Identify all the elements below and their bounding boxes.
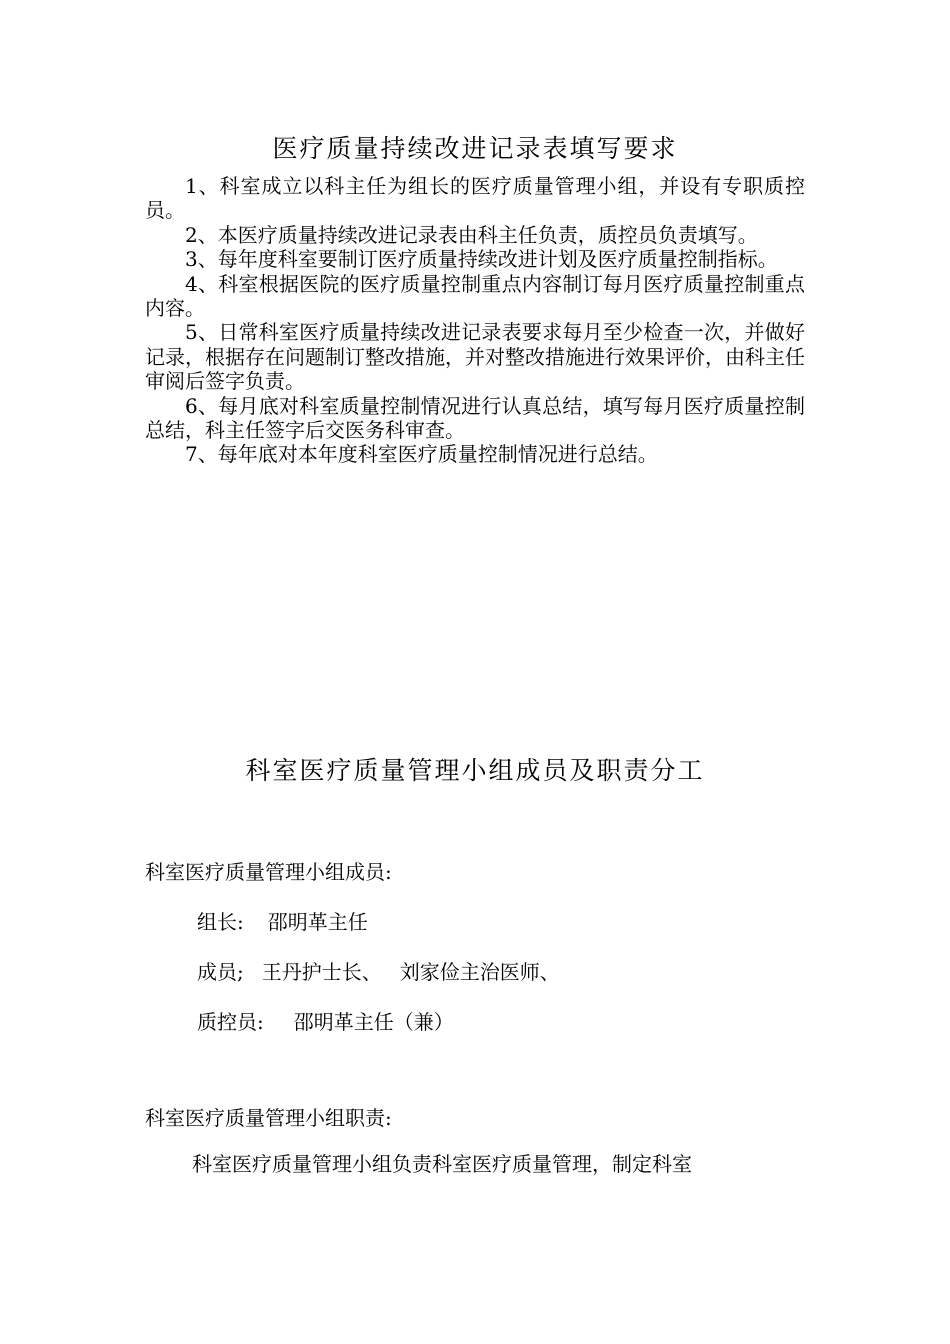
leader-line [197, 910, 368, 934]
team-title: 科室医疗质量管理小组成员及职责分工 [245, 756, 705, 785]
members-heading: 科室医疗质量管理小组成员: [145, 860, 392, 884]
requirement-item: 5、日常科室医疗质量持续改进记录表要求每月至少检查一次，并做好记录，根据存在问题制订整改措施，并对整改措施进行效果评价，由科主任审阅后签字负责。 [145, 320, 805, 394]
requirements-list [145, 174, 805, 467]
requirement-item: 3、每年度科室要制订医疗质量持续改进计划及医疗质量控制指标。 [185, 247, 778, 272]
requirement-item: 2、本医疗质量持续改进记录表由科主任负责，质控员负责填写。 [185, 222, 758, 247]
qc-label: 质控员: [197, 1010, 264, 1034]
requirement-item: 7、每年底对本年度科室医疗质量控制情况进行总结。 [185, 442, 658, 467]
qc-line [197, 1010, 454, 1034]
members-label: 成员; [197, 960, 244, 984]
requirements-title: 医疗质量持续改进记录表填写要求 [272, 134, 678, 163]
requirement-item: 1、科室成立以科主任为组长的医疗质量管理小组，并设有专职质控员。 [145, 174, 805, 223]
leader-label: 组长: [197, 910, 244, 934]
qc-value: 邵明革主任（兼） [293, 1010, 454, 1034]
member-item: 刘家俭主治医师、 [399, 960, 560, 984]
requirement-item: 4、科室根据医院的医疗质量控制重点内容制订每月医疗质量控制重点内容。 [145, 271, 805, 321]
member-item: 王丹护士长、 [261, 960, 382, 984]
duty-text: 科室医疗质量管理小组负责科室医疗质量管理，制定科室 [192, 1152, 692, 1176]
duty-heading: 科室医疗质量管理小组职责: [145, 1106, 392, 1130]
leader-value: 邵明革主任 [267, 910, 368, 934]
requirement-item: 6、每月底对科室质量控制情况进行认真总结，填写每月医疗质量控制总结，科主任签字后交医务科审查。 [145, 393, 805, 443]
members-line [197, 960, 560, 984]
